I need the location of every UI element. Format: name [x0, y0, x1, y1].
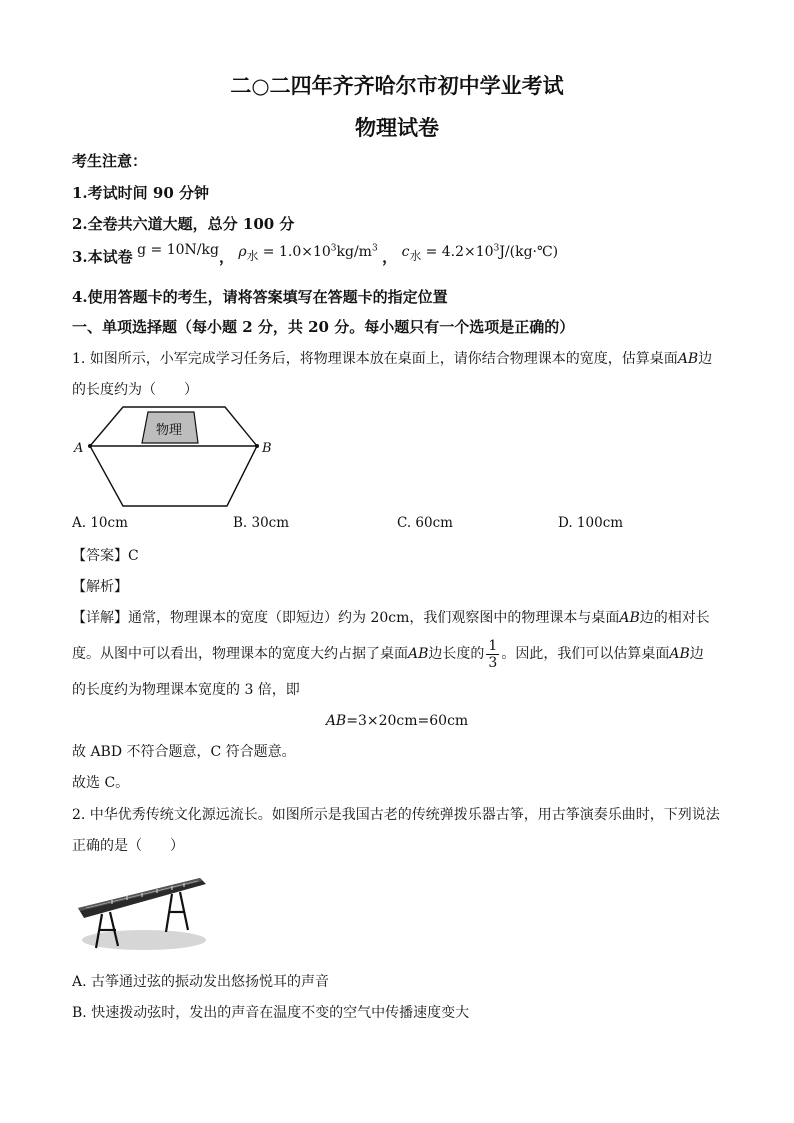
- q1-stem-line2: 的长度约为（ ）: [72, 382, 198, 398]
- notice-item-3: [72, 242, 559, 270]
- q1-option-b: B. 30cm: [233, 515, 290, 531]
- c-sub: 水: [409, 248, 422, 263]
- point-b-label: B: [262, 441, 272, 456]
- guzheng-shadow: [82, 930, 206, 950]
- q1-detail-text-end: 边的相对长: [639, 610, 710, 626]
- q1-option-a: A. 10cm: [72, 515, 128, 531]
- q1-detail-line3: 的长度约为物理课本宽度的 3 倍，即: [72, 682, 300, 698]
- q1-analysis-label: 【解析】: [72, 579, 128, 595]
- fraction-numerator: 1: [488, 637, 498, 654]
- page-subtitle: 物理试卷: [355, 115, 439, 140]
- rho-exp: 3: [330, 243, 337, 254]
- separator: ，: [382, 248, 398, 266]
- book-label: 物理: [155, 423, 183, 438]
- q1-stem-line1: [72, 349, 712, 369]
- q1-detail-ab: AB: [619, 610, 640, 626]
- c-symbol: c: [401, 244, 410, 260]
- fraction-denominator: 3: [488, 654, 498, 671]
- q1-detail2-ab: AB: [408, 646, 429, 662]
- q1-option-c: C. 60cm: [397, 515, 453, 531]
- rho-symbol: ρ: [238, 244, 247, 260]
- q1-detail-line1: [72, 608, 710, 628]
- q1-stem-text-end: 边: [698, 351, 713, 367]
- c-unit: J/(kg·℃): [499, 244, 559, 260]
- notice-item-1: 1.考试时间 90 分钟: [72, 184, 209, 202]
- c-exp: 3: [493, 243, 500, 254]
- point-b-dot: [255, 444, 259, 448]
- constant-g: g = 10N/kg: [137, 242, 219, 258]
- fraction-one-third: [486, 638, 499, 671]
- q1-option-d: D. 100cm: [558, 515, 624, 531]
- rho-value: = 1.0×10: [262, 244, 331, 260]
- section-heading-1: 一、单项选择题（每小题 2 分，共 20 分。每小题只有一个选项是正确的）: [72, 318, 575, 336]
- notice-item-2: 2.全卷共六道大题，总分 100 分: [72, 215, 295, 233]
- rho-unit-exp: 3: [371, 243, 378, 254]
- q1-desk-figure: [70, 400, 280, 510]
- notice-item-3-prefix: 3.本试卷: [72, 248, 133, 266]
- guzheng-image: [72, 868, 212, 958]
- page-title: 二○二四年齐齐哈尔市初中学业考试: [230, 73, 564, 98]
- rho-sub: 水: [246, 248, 259, 263]
- point-a-dot: [88, 444, 92, 448]
- q2-option-a: A. 古筝通过弦的振动发出悠扬悦耳的声音: [72, 974, 330, 990]
- q1-equation: [0, 711, 794, 731]
- q1-answer: 【答案】C: [72, 548, 139, 564]
- q1-detail-line2: [72, 636, 704, 672]
- point-a-label: A: [74, 441, 84, 456]
- q1-conclusion-2: 故选 C。: [72, 775, 130, 791]
- notice-heading: 考生注意：: [72, 152, 148, 170]
- q1-detail2-ab2: AB: [669, 646, 690, 662]
- q1-stem-text: 1. 如图所示，小军完成学习任务后，将物理课本放在桌面上，请你结合物理课本的宽度，估算桌面: [72, 351, 678, 367]
- q1-detail2-text-d: 边: [689, 646, 704, 662]
- q2-stem-line1: 2. 中华优秀传统文化源远流长。如图所示是我国古老的传统弹拨乐器古筝，用古筝演奏乐曲时，下列说法: [72, 807, 720, 823]
- constant-c: [401, 243, 559, 263]
- q1-detail-text: 【详解】通常，物理课本的宽度（即短边）约为 20cm，我们观察图中的物理课本与桌面: [72, 610, 620, 626]
- q1-equation-ab: AB: [325, 713, 347, 729]
- q2-option-b: B. 快速拨动弦时，发出的声音在温度不变的空气中传播速度变大: [72, 1005, 470, 1021]
- q2-stem-line2: 正确的是（ ）: [72, 838, 184, 854]
- notice-item-4: 4.使用答题卡的考生，请将答案填写在答题卡的指定位置: [72, 288, 448, 306]
- constant-rho: [238, 243, 382, 263]
- q1-equation-body: =3×20cm=60cm: [346, 713, 469, 729]
- q1-detail2-text: 度。从图中可以看出，物理课本的宽度大约占据了桌面: [72, 646, 408, 662]
- separator: ，: [218, 248, 234, 266]
- rho-unit: kg/m: [336, 244, 372, 260]
- q1-detail2-text-b: 边长度的: [428, 646, 485, 662]
- q1-ab: AB: [677, 351, 699, 367]
- q1-detail2-text-c: 。因此，我们可以估算桌面: [501, 646, 670, 662]
- c-value: = 4.2×10: [425, 244, 494, 260]
- q1-conclusion-1: 故 ABD 不符合题意，C 符合题意。: [72, 744, 296, 760]
